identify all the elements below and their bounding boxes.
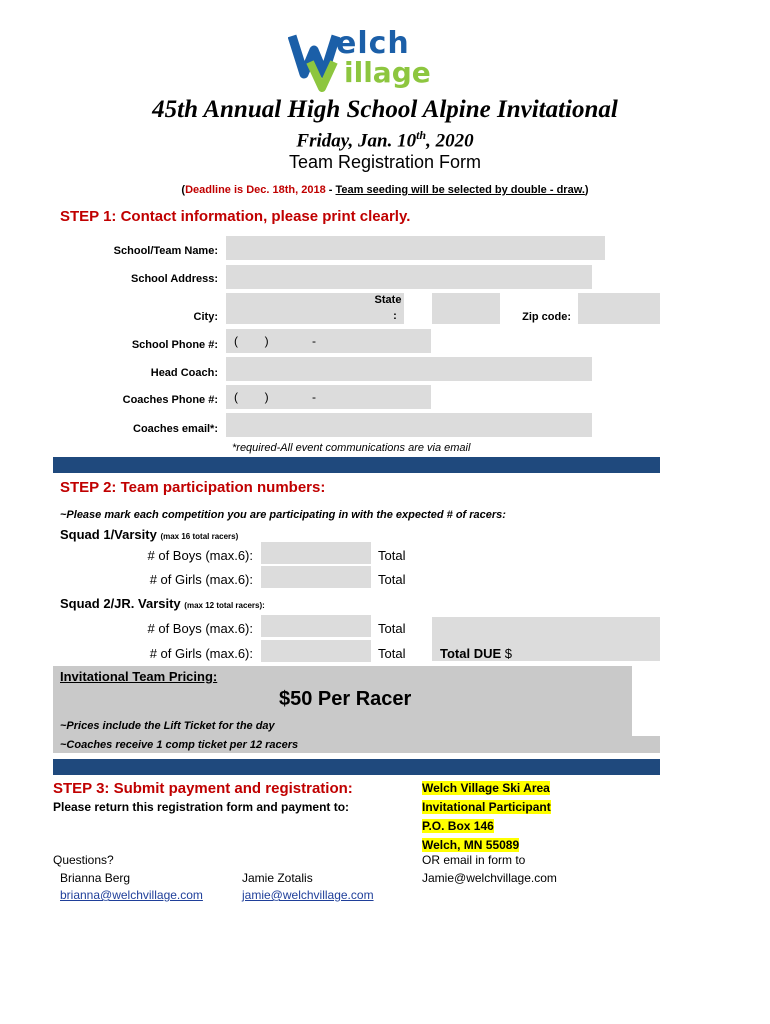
mailing-address [422, 779, 551, 855]
head-coach-label: Head Coach: [150, 367, 218, 379]
school-phone-label: School Phone #: [131, 339, 218, 351]
address-line-3: P.O. Box 146 [422, 819, 494, 833]
event-date-year: , 2020 [426, 130, 474, 152]
pricing-note-lift: ~Prices include the Lift Ticket for the day [60, 720, 275, 732]
required-note: *required-All event communications are via email [232, 442, 471, 454]
squad2-title [60, 596, 265, 611]
squad1-girls-label: # of Girls (max.6): [149, 572, 253, 587]
contact1-email-link[interactable]: brianna@welchvillage.com [60, 888, 203, 902]
total-due-label [440, 646, 512, 661]
welch-village-logo [288, 22, 448, 94]
squad2-boys-field[interactable] [261, 615, 371, 637]
coaches-phone-label: Coaches Phone #: [122, 394, 218, 406]
coaches-phone-template: ( ) - [234, 390, 317, 404]
seeding-note: Team seeding will be selected by double - draw. [335, 184, 585, 196]
event-date [0, 128, 770, 152]
squad1-boys-label: # of Boys (max.6): [147, 548, 253, 563]
contact2-email-link[interactable]: jamie@welchvillage.com [242, 888, 374, 902]
squad2-name: Squad 2/JR. Varsity [60, 596, 181, 611]
step1-heading: STEP 1: Contact information, please print clearly. [60, 208, 411, 225]
step3-instruction: Please return this registration form and payment to: [53, 800, 350, 814]
section-divider-1 [53, 457, 660, 473]
deadline-date: Deadline is Dec. 18th, 2018 [185, 184, 326, 196]
school-address-field[interactable] [226, 265, 592, 289]
coaches-email-field[interactable] [226, 413, 592, 437]
squad1-boys-total: Total [378, 548, 406, 563]
zip-label: Zip code: [522, 311, 571, 323]
form-subtitle: Team Registration Form [288, 152, 482, 172]
squad1-title [60, 527, 238, 542]
contact2-name: Jamie Zotalis [242, 871, 313, 885]
logo-text-bottom: illage [344, 56, 431, 89]
state-field[interactable] [432, 293, 500, 324]
squad2-boys-total: Total [378, 621, 406, 636]
address-line-1: Welch Village Ski Area [422, 781, 550, 795]
squad1-note: (max 16 total racers) [160, 532, 239, 541]
squad2-girls-total: Total [378, 646, 406, 661]
total-due-text: Total DUE [440, 646, 502, 661]
school-team-field[interactable] [226, 236, 605, 260]
section-divider-2 [53, 759, 660, 775]
squad2-boys-label: # of Boys (max.6): [147, 621, 253, 636]
contact1-name: Brianna Berg [60, 871, 131, 885]
step2-heading: STEP 2: Team participation numbers: [60, 479, 326, 496]
deadline-open: ( [181, 184, 186, 196]
state-label [368, 294, 408, 322]
address-line-4: Welch, MN 55089 [422, 838, 520, 852]
deadline-note [0, 184, 770, 196]
school-address-label: School Address: [131, 273, 218, 285]
deadline-sep: - [325, 184, 336, 196]
squad1-girls-total: Total [378, 572, 406, 587]
event-date-sup: th [416, 128, 427, 142]
pricing-note-coaches: ~Coaches receive 1 comp ticket per 12 racers [60, 739, 299, 751]
total-due-currency: $ [504, 646, 513, 661]
state-label-colon: : [393, 310, 397, 322]
coaches-email-label: Coaches email*: [133, 423, 218, 435]
address-line-2: Invitational Participant [422, 800, 551, 814]
school-team-label: School/Team Name: [113, 245, 218, 257]
city-label: City: [193, 311, 218, 323]
step3-heading: STEP 3: Submit payment and registration: [53, 780, 353, 797]
squad2-girls-label: # of Girls (max.6): [149, 646, 253, 661]
squad2-note: (max 12 total racers): [184, 601, 265, 610]
school-phone-field[interactable] [226, 329, 431, 353]
head-coach-field[interactable] [226, 357, 592, 381]
coaches-phone-field[interactable] [226, 385, 431, 409]
state-label-text: State [374, 294, 402, 306]
zip-field[interactable] [578, 293, 660, 324]
pricing-amount: $50 Per Racer [279, 688, 412, 710]
school-phone-template: ( ) - [234, 334, 317, 348]
questions-label: Questions? [53, 853, 114, 867]
squad1-girls-field[interactable] [261, 566, 371, 588]
pricing-heading: Invitational Team Pricing: [60, 669, 218, 684]
page-title: 45th Annual High School Alpine Invitational [152, 96, 618, 123]
logo-text-top: elch [336, 26, 410, 61]
event-date-main: Friday, Jan. 10 [296, 130, 417, 152]
squad2-girls-field[interactable] [261, 640, 371, 662]
email-address: Jamie@welchvillage.com [422, 871, 557, 885]
deadline-close: ) [584, 184, 589, 196]
step2-instruction: ~Please mark each competition you are participating in with the expected # of racers: [60, 509, 506, 521]
squad1-boys-field[interactable] [261, 542, 371, 564]
squad1-name: Squad 1/Varsity [60, 527, 157, 542]
email-alternative: OR email in form to [422, 853, 526, 867]
